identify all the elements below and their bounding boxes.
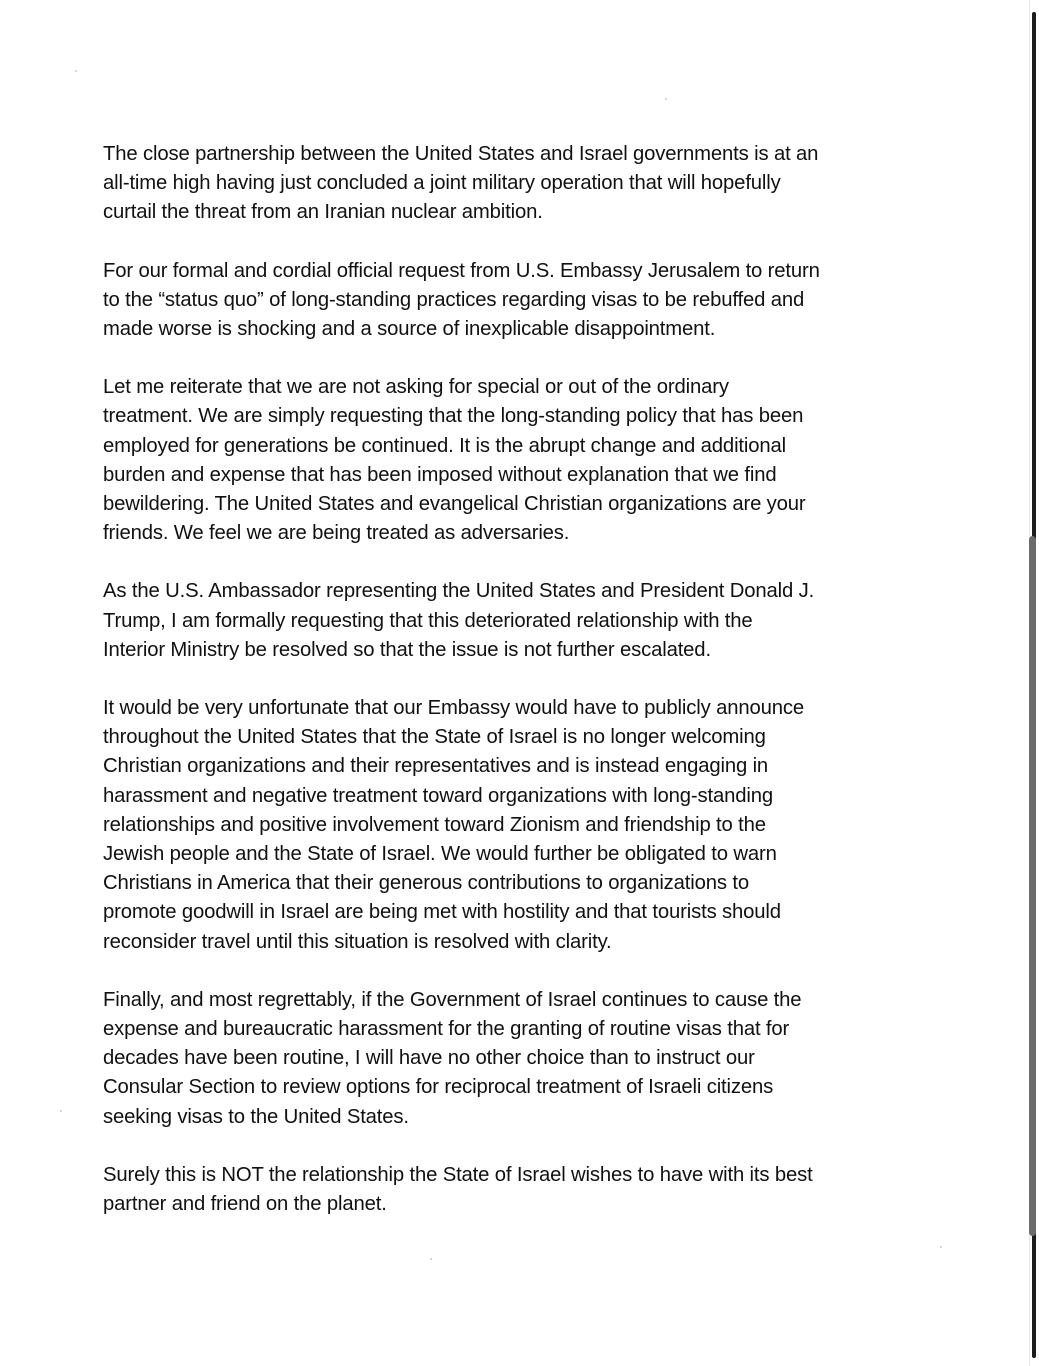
text-line: Interior Ministry be resolved so that the issue is not further escalated. <box>103 638 711 661</box>
text-line: bewildering. The United States and evangelical Christian organizations are your <box>103 493 806 516</box>
scrollbar-thumb[interactable] <box>1029 536 1036 1236</box>
text-line: to the “status quo” of long-standing practices regarding visas to be rebuffed and <box>103 288 805 311</box>
scan-speck <box>940 1246 942 1248</box>
paragraph-ambassador <box>103 577 903 665</box>
text-line: Christian organizations and their representatives and is instead engaging in <box>103 755 769 778</box>
text-line: decades have been routine, I will have no other choice than to instruct our <box>103 1047 755 1070</box>
text-line: curtail the threat from an Iranian nuclear ambition. <box>103 201 543 224</box>
letter-body <box>103 140 903 1248</box>
paragraph-finally <box>103 986 903 1132</box>
text-line: The close partnership between the United States and Israel governments is at an <box>103 143 819 165</box>
text-line: Surely this is NOT the relationship the State of Israel wishes to have with its best <box>103 1163 813 1186</box>
text-line: treatment. We are simply requesting that the long-standing policy that has been <box>103 405 804 428</box>
text-line: throughout the United States that the State of Israel is no longer welcoming <box>103 726 766 749</box>
text-line: Consular Section to review options for reciprocal treatment of Israeli citizens <box>103 1076 774 1099</box>
text-line: partner and friend on the planet. <box>103 1193 387 1216</box>
text-line: For our formal and cordial official request from U.S. Embassy Jerusalem to return <box>103 259 820 282</box>
text-line: expense and bureaucratic harassment for the granting of routine visas that for <box>103 1018 790 1041</box>
text-line: Trump, I am formally requesting that this deteriorated relationship with the <box>103 609 753 632</box>
text-line: harassment and negative treatment toward organizations with long-standing <box>103 784 773 807</box>
text-line: employed for generations be continued. It is the abrupt change and additional <box>103 434 787 457</box>
paragraph-closing <box>103 1161 903 1219</box>
text-line: friends. We feel we are being treated as adversaries. <box>103 522 570 545</box>
text-line: seeking visas to the United States. <box>103 1105 409 1128</box>
text-line: As the U.S. Ambassador representing the United States and President Donald J. <box>103 580 815 603</box>
text-line: all-time high having just concluded a joint military operation that will hopefully <box>103 172 781 195</box>
text-line: It would be very unfortunate that our Embassy would have to publicly announce <box>103 697 804 720</box>
scan-speck <box>430 1258 432 1260</box>
text-line: Finally, and most regrettably, if the Government of Israel continues to cause the <box>103 988 802 1011</box>
text-line: reconsider travel until this situation is resolved with clarity. <box>103 930 612 953</box>
paragraph-partnership <box>103 140 903 228</box>
scan-speck <box>665 98 667 100</box>
paragraph-unfortunate <box>103 694 903 957</box>
paragraph-reiterate <box>103 373 903 548</box>
paragraph-request <box>103 257 903 345</box>
text-line: Christians in America that their generous contributions to organizations to <box>103 872 749 895</box>
text-line: promote goodwill in Israel are being met with hostility and that tourists should <box>103 901 781 924</box>
text-line: Jewish people and the State of Israel. We would further be obligated to warn <box>103 843 777 866</box>
text-line: made worse is shocking and a source of inexplicable disappointment. <box>103 318 716 341</box>
scan-speck <box>75 70 77 72</box>
text-line: burden and expense that has been imposed without explanation that we find <box>103 463 777 486</box>
scan-speck <box>60 1110 62 1112</box>
text-line: Let me reiterate that we are not asking for special or out of the ordinary <box>103 376 729 399</box>
text-line: relationships and positive involvement toward Zionism and friendship to the <box>103 813 766 836</box>
